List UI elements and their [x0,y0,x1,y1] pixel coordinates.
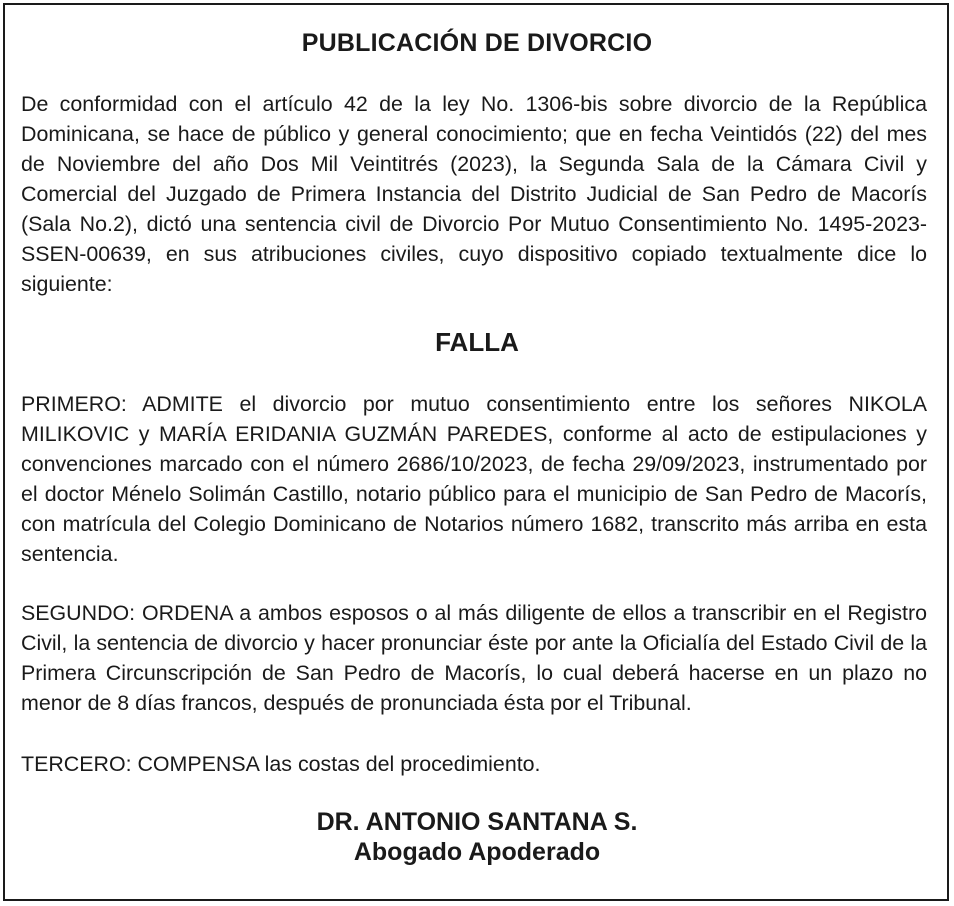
signature-name: DR. ANTONIO SANTANA S. [316,808,638,836]
notice-title: PUBLICACIÓN DE DIVORCIO [301,29,653,57]
signature-role: Abogado Apoderado [353,838,601,866]
primero-paragraph: PRIMERO: ADMITE el divorcio por mutuo consentimiento entre los señores NIKOLA MILIKOVIC y MARÍA ERIDANIA GUZMÁN PAREDES, conforme al acto de estipulaciones y convenciones marcado con el número 2686/10/2023, de fecha 29/09/2023, instrumentado por el doctor Ménelo Solimán Castillo, notario público para el municipio de San Pedro de Macorís, con matrícula del Colegio Dominicano de Notarios número 1682, transcrito más arriba en esta sentencia. [21,392,927,566]
intro-paragraph: De conformidad con el artículo 42 de la ley No. 1306-bis sobre divorcio de la República Dominicana, se hace de público y general conocimiento; que en fecha Veintidós (22) del mes de Noviembre del año Dos Mil Veintitrés (2023), la Segunda Sala de la Cámara Civil y Comercial del Juzgado de Primera Instancia del Distrito Judicial de San Pedro de Macorís (Sala No.2), dictó una sentencia civil de Divorcio Por Mutuo Consentimiento No. 1495-2023-SSEN-00639, en sus atribuciones civiles, cuyo dispositivo copiado textualmente dice lo siguiente: [21,92,927,296]
falla-heading: FALLA [435,327,519,357]
tercero-paragraph: TERCERO: COMPENSA las costas del procedimiento. [21,752,541,776]
segundo-paragraph: SEGUNDO: ORDENA a ambos esposos o al más diligente de ellos a transcribir en el Registro Civil, la sentencia de divorcio y hacer pronunciar éste por ante la Oficialía del Estado Civil de la Primera Circunscripción de San Pedro de Macorís, lo cual deberá hacerse en un plazo no menor de 8 días francos, después de pronunciada ésta por el Tribunal. [21,601,927,715]
